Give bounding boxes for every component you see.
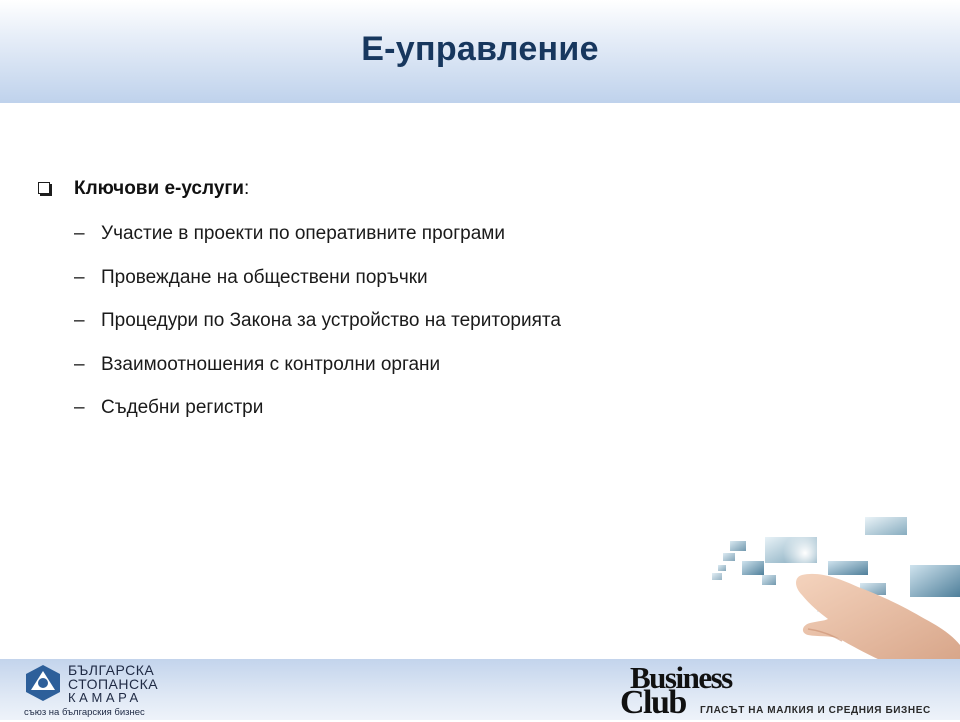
business-club-word1: Business (630, 660, 732, 695)
dash-bullet: – (74, 223, 85, 244)
bsk-name-line2: СТОПАНСКА (68, 676, 159, 692)
bsk-name-line3: КАМАРА (68, 690, 142, 705)
business-club-slogan: ГЛАСЪТ НА МАЛКИЯ И СРЕДНИЯ БИЗНЕС (700, 705, 931, 716)
list-item (38, 258, 738, 302)
sub-bullet-list (38, 214, 738, 432)
business-club-word2: Club (620, 684, 686, 721)
main-bullet-text (74, 170, 249, 208)
list-item-text: Участие в проекти по оперативните програми (101, 223, 505, 244)
list-item-text: Провеждане на обществени поръчки (101, 266, 428, 288)
main-bullet-suffix: : (243, 178, 250, 199)
list-item (38, 301, 738, 345)
list-item (38, 388, 738, 432)
slide-title: Е-управление (361, 30, 599, 68)
bsk-tagline: съюз на българския бизнес (24, 707, 145, 718)
list-item-text: Взаимоотношения с контролни органи (101, 353, 441, 375)
bsk-name-line1: БЪЛГАРСКА (68, 662, 155, 678)
floating-screens-hand-image (690, 495, 960, 660)
dash-bullet: – (74, 266, 85, 288)
list-item-text: Процедури по Закона за устройство на територията (101, 310, 561, 331)
business-club-logo (620, 660, 950, 721)
bsk-emblem-icon (24, 664, 62, 702)
dash-bullet: – (74, 397, 85, 418)
list-item-text: Съдебни регистри (101, 397, 264, 418)
slide-content (38, 170, 738, 432)
dash-bullet: – (74, 310, 85, 331)
list-item (38, 345, 738, 389)
main-bullet-label: Ключови е-услуги (74, 178, 244, 199)
checkbox-bullet-icon (38, 182, 50, 194)
bsk-logo (24, 662, 164, 718)
dash-bullet: – (74, 353, 85, 375)
main-bullet (38, 170, 738, 210)
list-item (38, 214, 738, 258)
